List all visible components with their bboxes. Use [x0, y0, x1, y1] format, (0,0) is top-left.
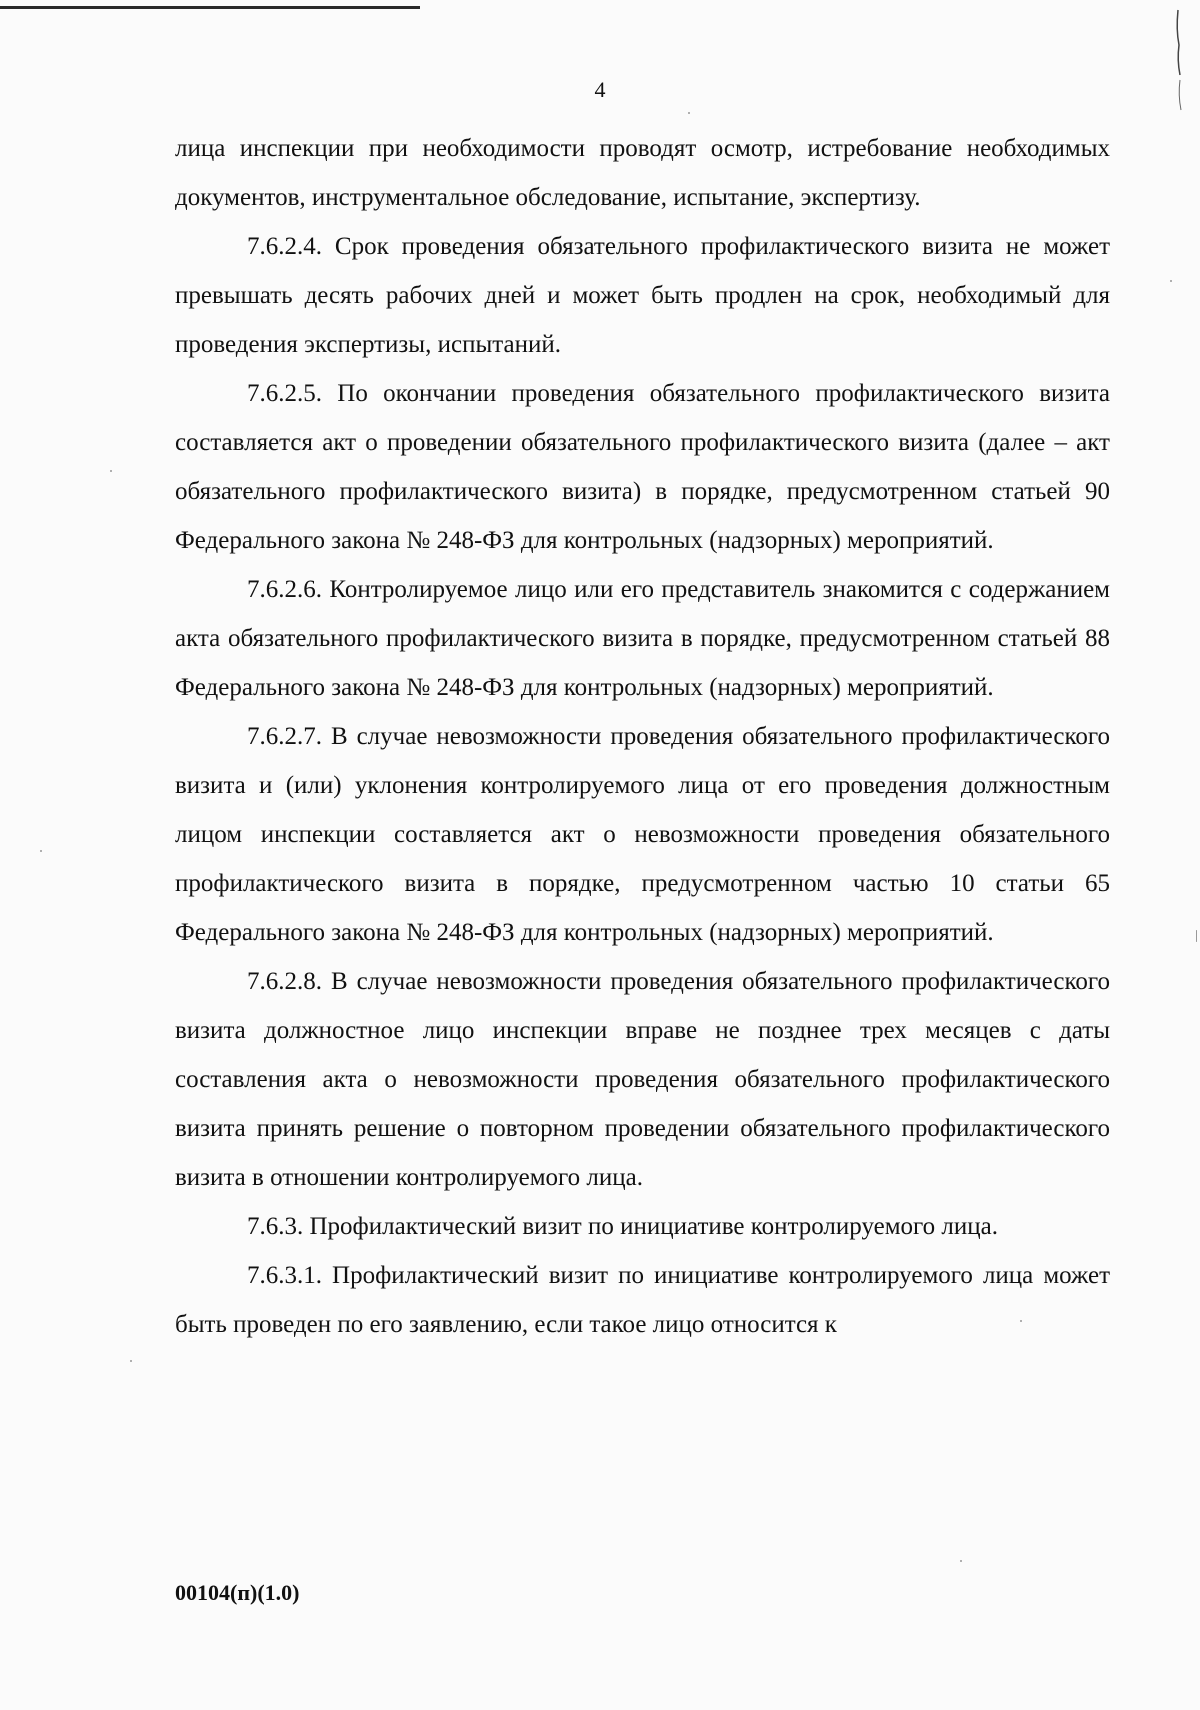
paragraph-7-6-2-6: 7.6.2.6. Контролируемое лицо или его представитель знакомится с содержанием акта обязательного профилактического визита в порядке, предусмотренном статьей 88 Федерального закона № 248-ФЗ для контрольных (надзорных) мероприятий. — [175, 576, 1110, 701]
paragraph-7-6-3-1: 7.6.3.1. Профилактический визит по инициативе контролируемого лица может быть проведен по его заявлению, если такое лицо относится к — [175, 1262, 1110, 1338]
paragraph-continuation: лица инспекции при необходимости проводят осмотр, истребование необходимых документов, инструментальное обследование, испытание, экспертизу. — [175, 135, 1110, 211]
scan-edge-line — [0, 6, 420, 9]
paragraph-7-6-2-5: 7.6.2.5. По окончании проведения обязательного профилактического визита составляется акт о проведении обязательного профилактического визита (далее – акт обязательного профилактического визита) в порядке, предусмотренном статьей 90 Федерального закона № 248-ФЗ для контрольных (надзорных) мероприятий. — [175, 380, 1110, 554]
paragraph-7-6-2-4: 7.6.2.4. Срок проведения обязательного профилактического визита не может превышать десять рабочих дней и может быть продлен на срок, необходимый для проведения экспертизы, испытаний. — [175, 233, 1110, 358]
paragraph-7-6-3: 7.6.3. Профилактический визит по инициативе контролируемого лица. — [247, 1213, 998, 1240]
body-text — [175, 124, 1110, 1349]
paragraph-7-6-2-7: 7.6.2.7. В случае невозможности проведения обязательного профилактического визита и (или) уклонения контролируемого лица от его проведения должностным лицом инспекции составляется акт о невозможности проведения обязательного профилактического визита в порядке, предусмотренном частью 10 статьи 65 Федерального закона № 248-ФЗ для контрольных (надзорных) мероприятий. — [175, 723, 1110, 946]
page-number: 4 — [594, 77, 606, 102]
document-code: 00104(п)(1.0) — [175, 1580, 300, 1605]
paragraph-7-6-2-8: 7.6.2.8. В случае невозможности проведения обязательного профилактического визита должностное лицо инспекции вправе не позднее трех месяцев с даты составления акта о невозможности проведения обязательного профилактического визита принять решение о повторном проведении обязательного профилактического визита в отношении контролируемого лица. — [175, 968, 1110, 1191]
scan-edge-marks — [1160, 0, 1200, 140]
